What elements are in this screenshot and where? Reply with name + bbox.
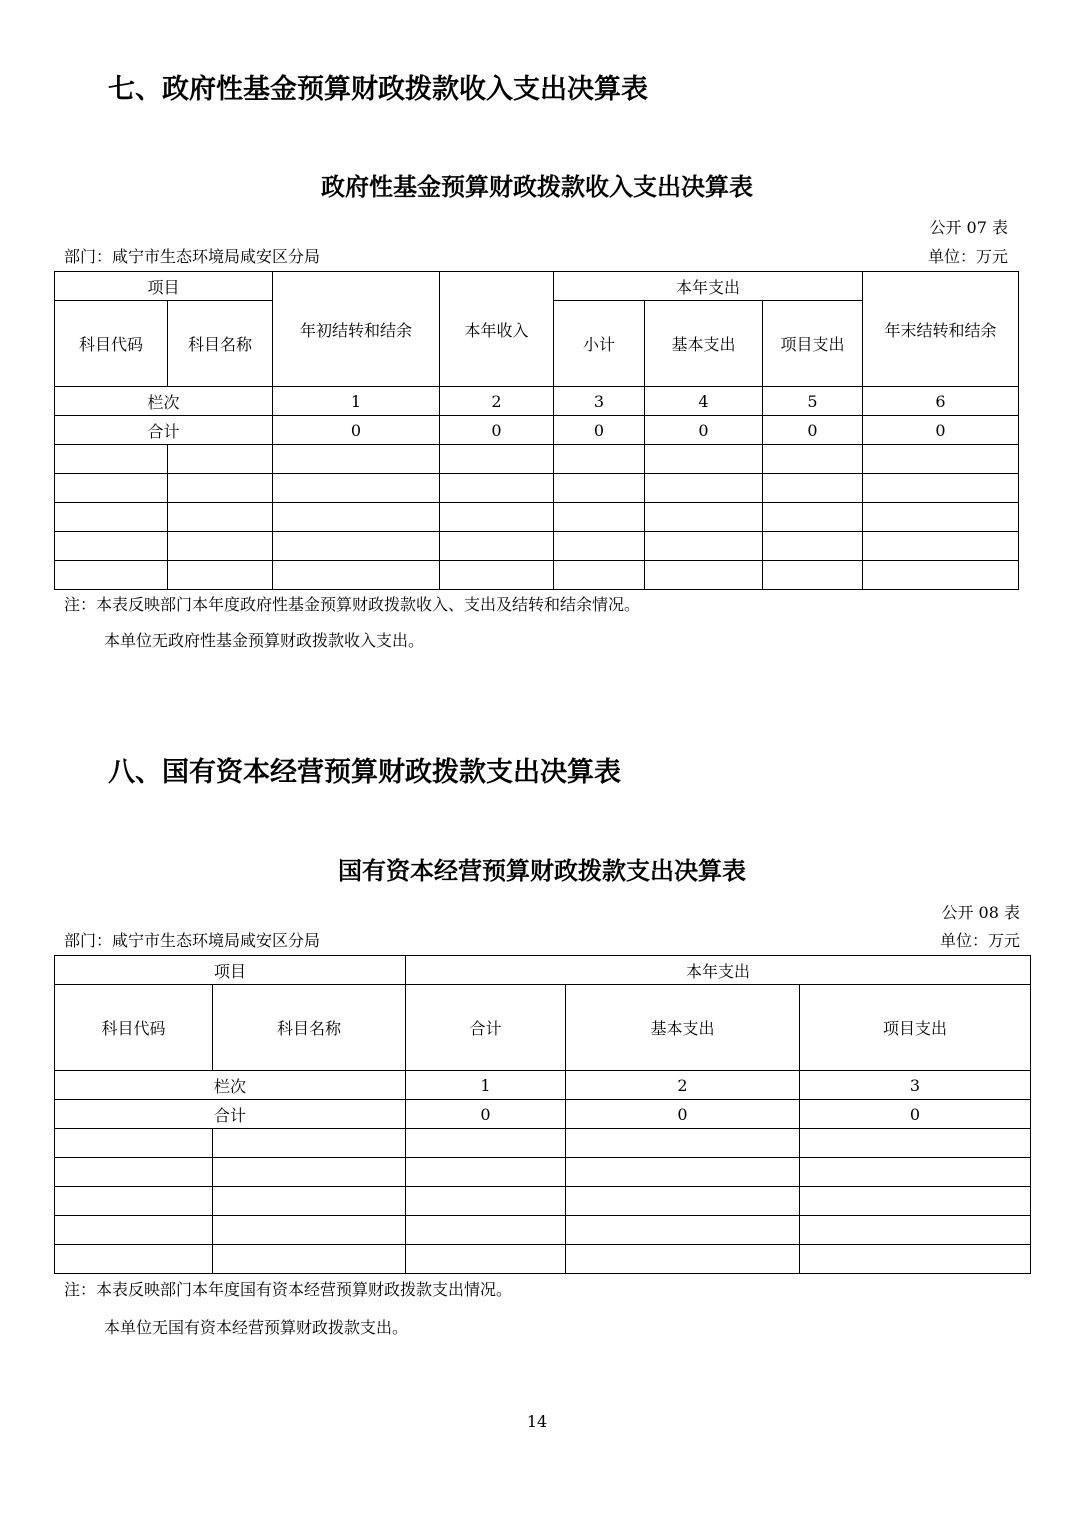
cell: 2 [566, 1071, 800, 1100]
cell: 0 [863, 416, 1019, 445]
cell: 3 [554, 387, 645, 416]
unit-label-7: 单位：万元 [927, 247, 1008, 266]
department-label-7: 部门：咸宁市生态环境局咸安区分局 [64, 247, 321, 266]
table-row [55, 474, 1019, 503]
table-row [55, 561, 1019, 590]
header-project: 项目支出 [800, 985, 1031, 1071]
row-label: 合计 [55, 1100, 406, 1129]
header-code: 科目代码 [55, 985, 213, 1071]
cell: 2 [440, 387, 554, 416]
cell: 0 [763, 416, 863, 445]
header-item: 项目 [55, 956, 406, 985]
note-8: 注：本表反映部门本年度国有资本经营预算财政拨款支出情况。 [64, 1280, 513, 1299]
table-row [55, 1129, 1031, 1158]
table-code-7: 公开 07 表 [929, 218, 1008, 237]
header-total: 合计 [406, 985, 566, 1071]
header-income: 本年收入 [440, 272, 554, 387]
section-heading-7: 七、政府性基金预算财政拨款收入支出决算表 [108, 74, 648, 105]
header-item: 项目 [55, 272, 273, 301]
cell: 0 [273, 416, 440, 445]
header-expense: 本年支出 [554, 272, 863, 301]
table-row [55, 532, 1019, 561]
table-row [55, 1187, 1031, 1216]
table-title-8: 国有资本经营预算财政拨款支出决算表 [338, 857, 746, 885]
table-7 [54, 271, 1019, 590]
column-index-row [55, 387, 1019, 416]
header-basic: 基本支出 [566, 985, 800, 1071]
page-number: 14 [526, 1412, 548, 1431]
cell: 1 [406, 1071, 566, 1100]
cell: 0 [645, 416, 763, 445]
total-row [55, 416, 1019, 445]
total-row [55, 1100, 1031, 1129]
cell: 5 [763, 387, 863, 416]
note-7: 注：本表反映部门本年度政府性基金预算财政拨款收入、支出及结转和结余情况。 [64, 595, 641, 614]
cell: 1 [273, 387, 440, 416]
cell: 0 [800, 1100, 1031, 1129]
header-basic: 基本支出 [645, 301, 763, 387]
cell: 4 [645, 387, 763, 416]
cell: 0 [406, 1100, 566, 1129]
cell: 3 [800, 1071, 1031, 1100]
table-code-8: 公开 08 表 [941, 903, 1020, 922]
note-7-extra: 本单位无政府性基金预算财政拨款收入支出。 [104, 631, 425, 650]
table-title-7: 政府性基金预算财政拨款收入支出决算表 [321, 173, 753, 201]
section-heading-8: 八、国有资本经营预算财政拨款支出决算表 [108, 757, 621, 788]
table-row [55, 445, 1019, 474]
cell: 0 [566, 1100, 800, 1129]
cell: 0 [554, 416, 645, 445]
header-project: 项目支出 [763, 301, 863, 387]
table-row [55, 1245, 1031, 1274]
table-row [55, 503, 1019, 532]
header-name: 科目名称 [168, 301, 273, 387]
row-label: 合计 [55, 416, 273, 445]
header-code: 科目代码 [55, 301, 168, 387]
row-label: 栏次 [55, 1071, 406, 1100]
table-row [55, 1216, 1031, 1245]
department-label-8: 部门：咸宁市生态环境局咸安区分局 [64, 931, 321, 950]
note-8-extra: 本单位无国有资本经营预算财政拨款支出。 [104, 1318, 409, 1337]
table-8 [54, 955, 1031, 1274]
unit-label-8: 单位：万元 [939, 931, 1020, 950]
cell: 0 [440, 416, 554, 445]
row-label: 栏次 [55, 387, 273, 416]
header-carry-end: 年末结转和结余 [863, 272, 1019, 387]
column-index-row [55, 1071, 1031, 1100]
table-row [55, 1158, 1031, 1187]
cell: 6 [863, 387, 1019, 416]
header-name: 科目名称 [213, 985, 406, 1071]
header-carry-begin: 年初结转和结余 [273, 272, 440, 387]
header-subtotal: 小计 [554, 301, 645, 387]
header-expense: 本年支出 [406, 956, 1031, 985]
